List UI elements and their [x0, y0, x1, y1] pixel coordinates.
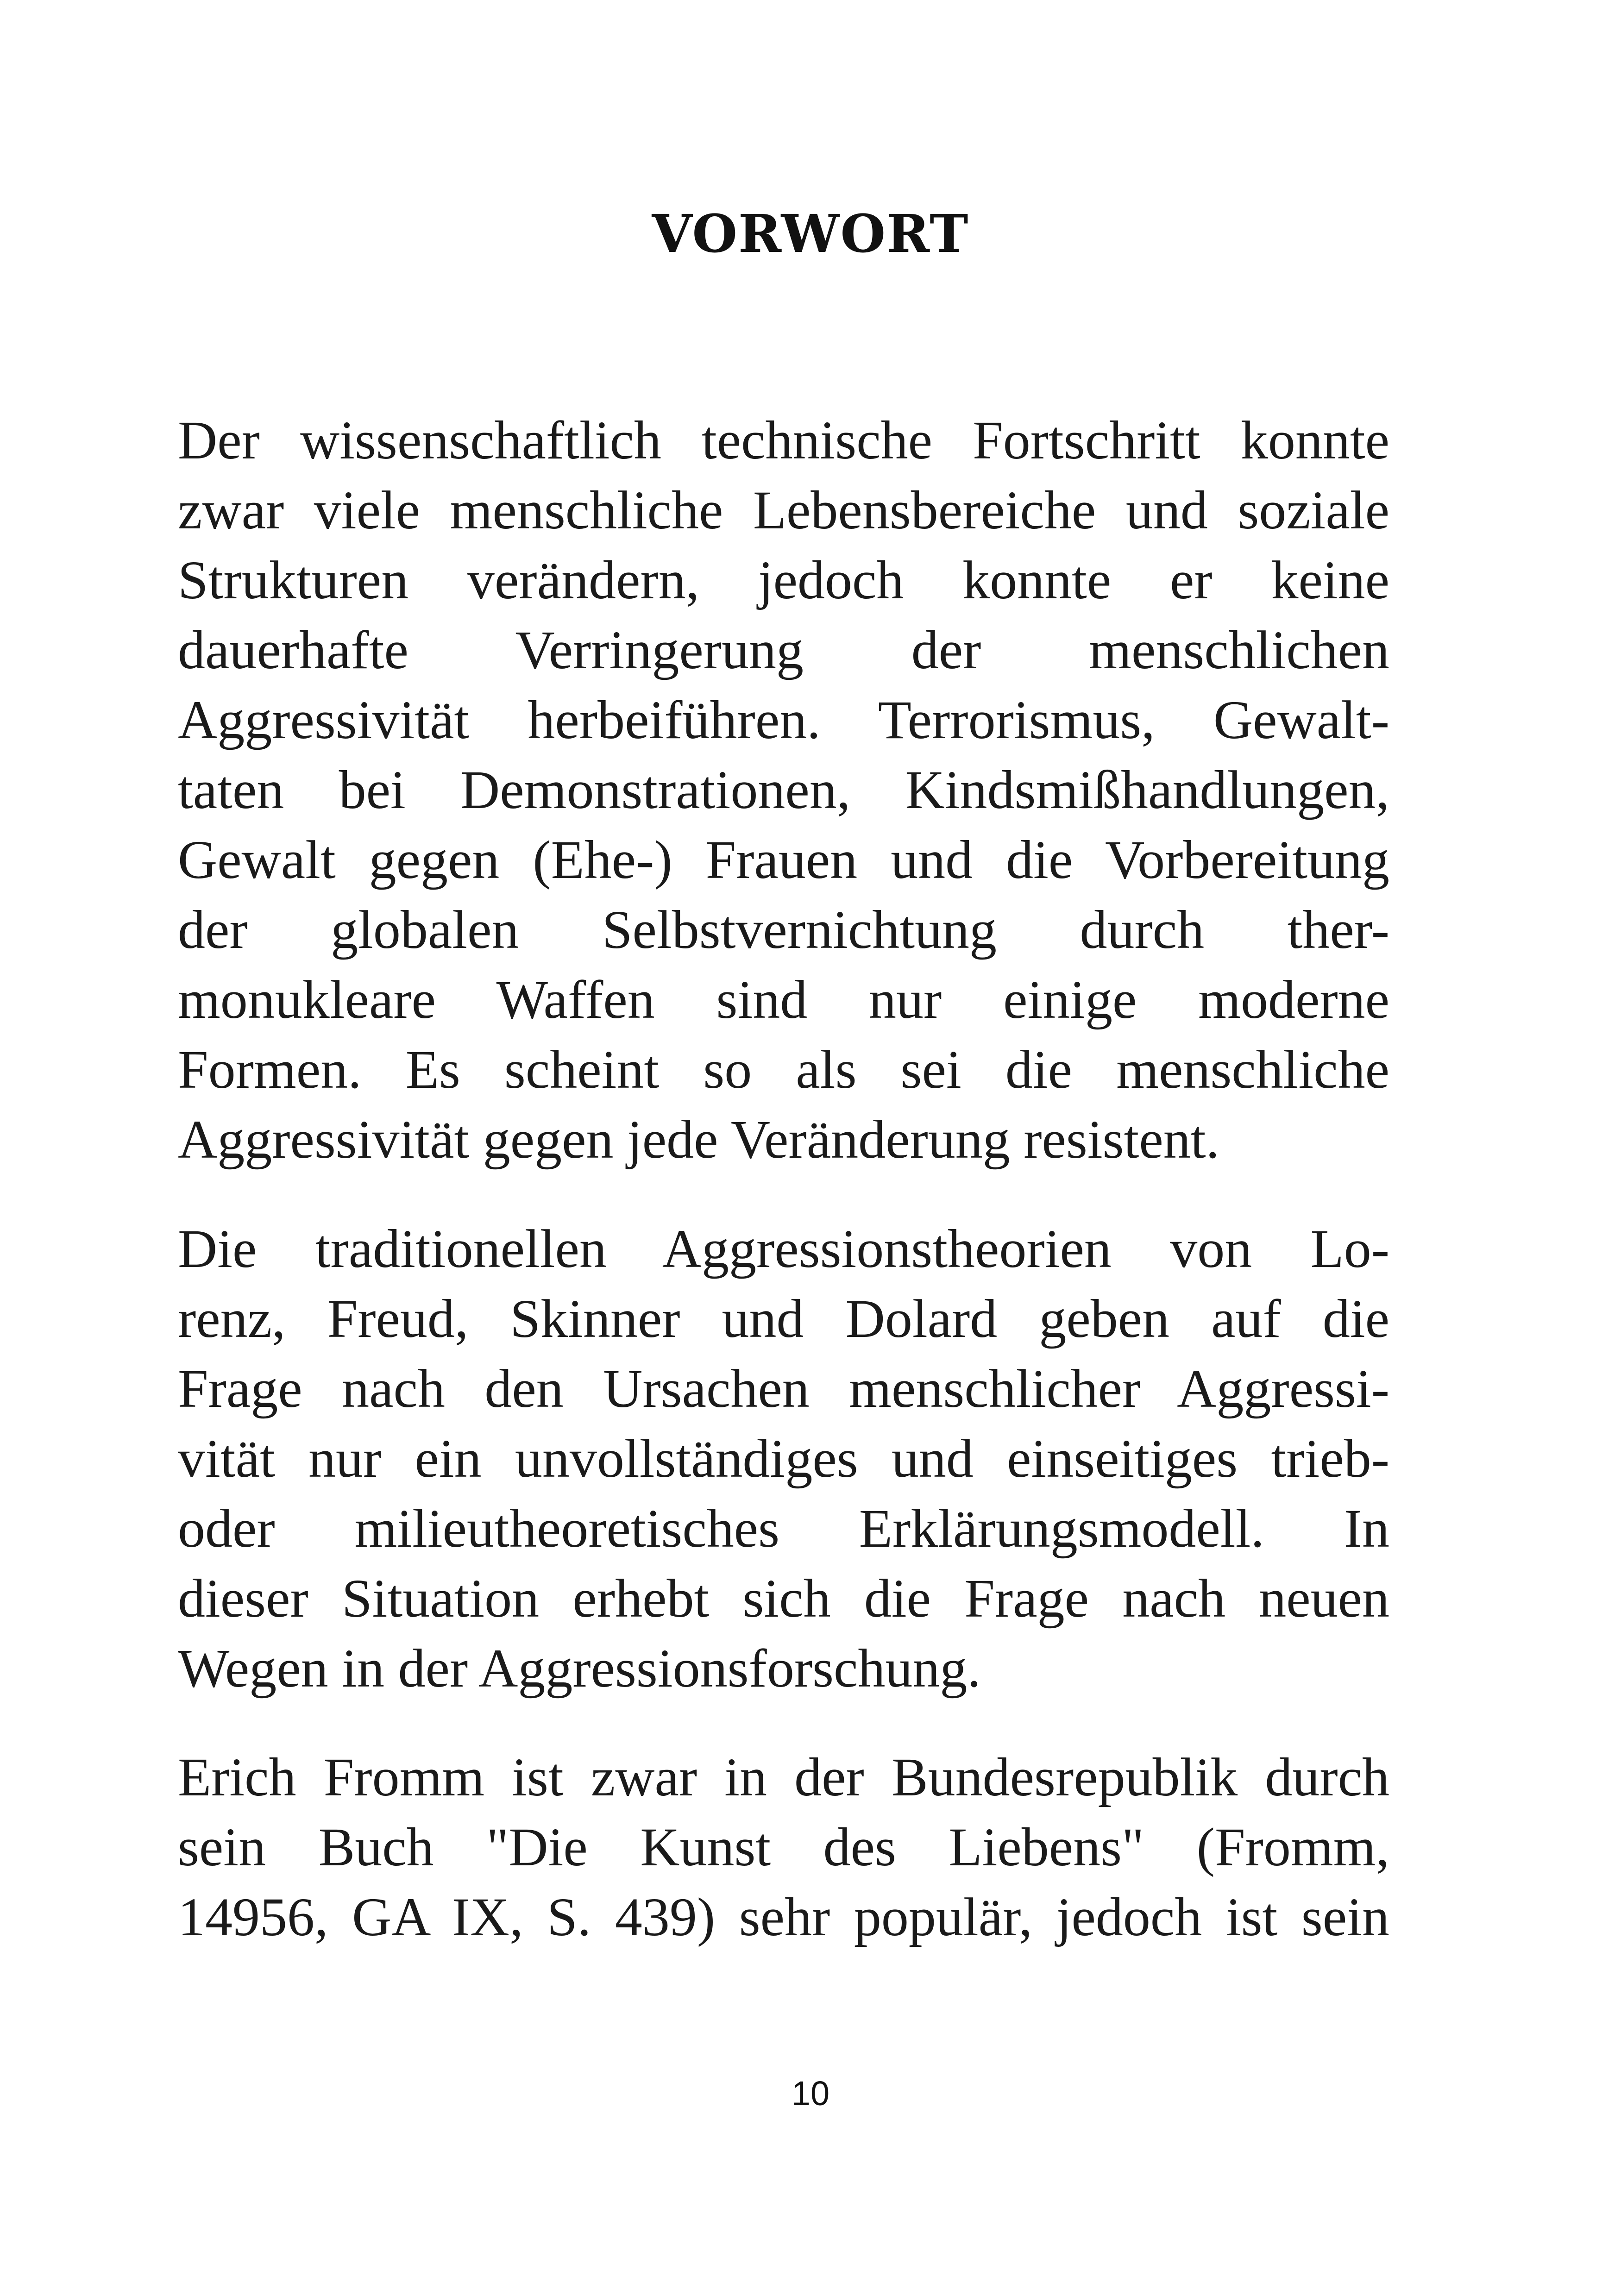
- text-line: Frage nach den Ursachen menschlicher Aggressi-: [178, 1358, 1389, 1419]
- paragraph-2: [178, 1214, 1389, 1703]
- text-line: Aggressivität gegen jede Veränderung resistent.: [178, 1109, 1219, 1170]
- text-line: zwar viele menschliche Lebensbereiche und soziale: [178, 480, 1389, 540]
- text-line: Formen. Es scheint so als sei die menschliche: [178, 1039, 1389, 1100]
- text-line: oder milieutheoretisches Erklärungsmodell. In: [178, 1498, 1389, 1559]
- text-line: sein Buch "Die Kunst des Liebens" (Fromm,: [178, 1817, 1389, 1877]
- text-line: der globalen Selbstvernichtung durch ther-: [178, 899, 1389, 960]
- text-line: Die traditionellen Aggressionstheorien von Lo-: [178, 1218, 1389, 1279]
- text-line: taten bei Demonstrationen, Kindsmißhandlungen,: [178, 759, 1389, 820]
- text-line: Erich Fromm ist zwar in der Bundesrepublik durch: [178, 1747, 1389, 1807]
- text-line: dieser Situation erhebt sich die Frage nach neuen: [178, 1568, 1389, 1629]
- text-line: monukleare Waffen sind nur einige moderne: [178, 969, 1389, 1030]
- text-line: Gewalt gegen (Ehe-) Frauen und die Vorbereitung: [178, 829, 1389, 890]
- text-line: 14956, GA IX, S. 439) sehr populär, jedoch ist sein: [178, 1887, 1389, 1947]
- paragraph-3: [178, 1742, 1389, 1952]
- text-line: Der wissenschaftlich technische Fortschritt konnte: [178, 410, 1389, 470]
- text-line: renz, Freud, Skinner und Dolard geben auf die: [178, 1288, 1389, 1349]
- text-line: dauerhafte Verringerung der menschlichen: [178, 620, 1389, 680]
- paragraph-1: [178, 405, 1389, 1174]
- text-line: Wegen in der Aggressionsforschung.: [178, 1638, 981, 1699]
- page-number: 10: [791, 2074, 830, 2113]
- text-line: Aggressivität herbeiführen. Terrorismus, Gewalt-: [178, 690, 1389, 750]
- chapter-heading: VORWORT: [652, 204, 969, 264]
- text-line: vität nur ein unvollständiges und einseitiges trieb-: [178, 1428, 1389, 1489]
- text-line: Strukturen verändern, jedoch konnte er keine: [178, 550, 1389, 610]
